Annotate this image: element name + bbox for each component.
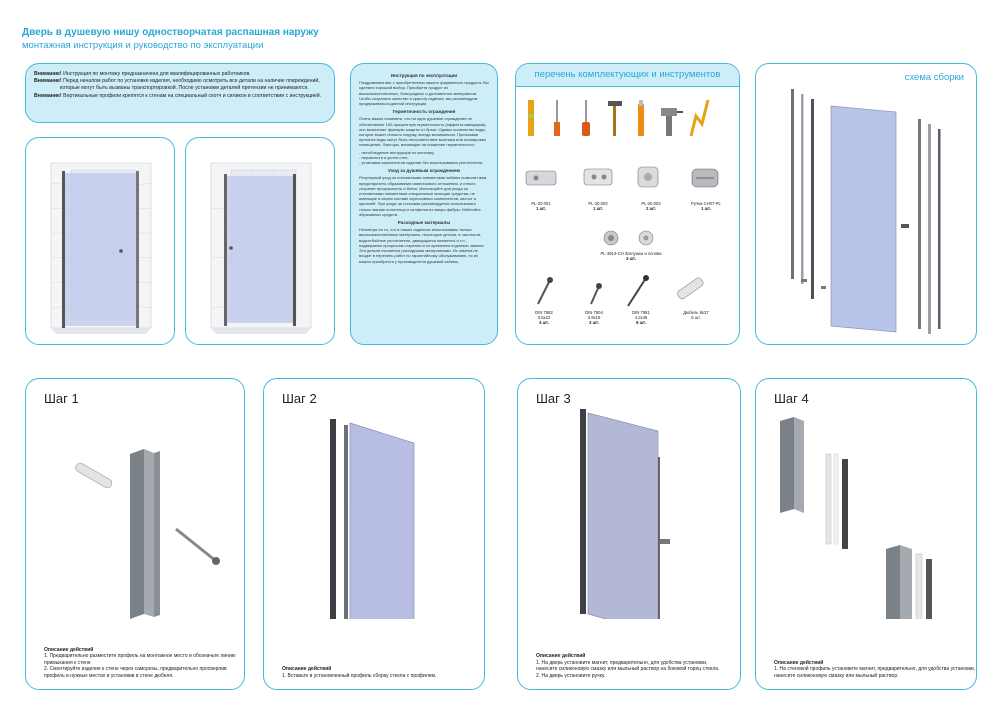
manual-section-title: Герметичность ограждения bbox=[392, 109, 456, 115]
hinge-plate-icon bbox=[584, 169, 612, 185]
exploded-view-diagram bbox=[756, 64, 977, 345]
part-label: PL-20.003 2 шт. bbox=[641, 201, 661, 211]
warning-item: Внимание! Вертикальные профили крепятся к стенам на специальный скотч и силикон в соответствии с инструкцией. bbox=[34, 92, 322, 99]
shower-cabin-icon bbox=[26, 138, 175, 345]
utility-knife-icon bbox=[638, 100, 644, 136]
components-title: перечень комплектующих и инструментов bbox=[516, 64, 739, 87]
manual-title: Инструкция по эксплуатации bbox=[390, 73, 458, 78]
handle-icon bbox=[901, 224, 909, 228]
assembly-scheme-card bbox=[755, 63, 977, 345]
screwdriver-icon bbox=[582, 100, 590, 136]
warning-card bbox=[25, 63, 335, 123]
shower-illustration-right bbox=[185, 137, 335, 345]
step-description: Описание действий 1. Вставьте в установленный профиль сборку стекла с профилем. bbox=[282, 666, 437, 679]
step-4-card bbox=[755, 378, 977, 690]
fittings-row bbox=[516, 159, 740, 199]
wall-profile-icon bbox=[130, 449, 160, 619]
manual-list-item: - установка компонентов изделия без использования уплотнителя. bbox=[359, 160, 484, 166]
dowel-icon bbox=[74, 462, 113, 490]
manual-section-text: Регулярный уход за стеклянными элементами кабины позволит вам предотвратить образование известкового отложения, и стекло сохранит прозрачность и блеск. Используйте для ухода за стеклянными элементами специальные моющие средства, не имеющие в своем составе агрессивных компонентов, кислот и щелочей. При уходе за стеклами рекомендуется использовать только мягкие полотенца и салфетки из микро-фибры. Избегайте абразивных средств. bbox=[359, 175, 487, 217]
screws-row bbox=[516, 274, 740, 310]
manual-intro: Поздравляем вас с приобретением нашего фирменного продукта. Вы сделали хороший выбор. Приобретя продукт из высококачественных, благородных и долговечных материалов. Чтобы сохранить качество и красоту изделия, мы рекомендуем придерживаться данной инструкции. bbox=[359, 80, 489, 107]
glass-door bbox=[588, 413, 658, 619]
hammer-icon bbox=[608, 101, 622, 136]
tools-row bbox=[516, 86, 740, 146]
hinge-bracket-icon bbox=[526, 171, 556, 185]
wall-profile-icon bbox=[780, 417, 804, 513]
manual-list-item: - несоблюдение инструкции по монтажу; bbox=[359, 149, 435, 155]
part-label: Дюбель 8х37 6 шт. bbox=[683, 310, 709, 320]
folding-rule-icon bbox=[691, 100, 708, 136]
warning-list bbox=[26, 64, 334, 107]
part-label: PL-20.002 1 шт. bbox=[588, 201, 608, 211]
manual-section-title: Уход за душевым ограждением bbox=[388, 168, 460, 174]
connector-icon bbox=[638, 167, 658, 187]
warning-item: Внимание! Перед началом работ по установке изделия, необходимо осмотреть все детали на наличие повреждений, bbox=[34, 78, 320, 85]
step-2-card bbox=[263, 378, 485, 690]
magnet-strip bbox=[842, 459, 848, 549]
step-4-illustration bbox=[756, 409, 977, 619]
doc-subtitle: монтажная инструкция и руководство по эксплуатации bbox=[22, 40, 264, 51]
step-description: Описание действий 1. На дверь установите магнит, предварительно, для удобства установки, нанесите силиконовую смазку или мыльный раствор на боковой торец стекла. 2. На дверь установите ручку. bbox=[536, 653, 720, 679]
seal-strip bbox=[826, 454, 831, 544]
components-card bbox=[515, 63, 740, 345]
profile-assembly bbox=[886, 545, 932, 619]
screw-icon bbox=[628, 275, 649, 306]
warning-item: Внимание! Инструкция по монтажу предназначена для квалифицированных работников. bbox=[34, 71, 251, 77]
part-label: DIN 7981 4.2х45 6 шт. bbox=[632, 310, 650, 325]
screwdriver-icon bbox=[554, 100, 560, 136]
care-manual-card bbox=[350, 63, 498, 345]
dowel-icon bbox=[676, 277, 704, 300]
screw-icon bbox=[538, 277, 553, 304]
wall-profile-icon bbox=[580, 409, 586, 614]
screw-icon bbox=[176, 529, 220, 565]
magnet-strip bbox=[658, 457, 660, 619]
doc-title: Дверь в душевую нишу одностворчатая распашная наружу bbox=[22, 27, 319, 38]
handle-icon bbox=[660, 539, 670, 544]
step-2-illustration bbox=[264, 409, 485, 619]
step-title: Шаг 3 bbox=[536, 391, 571, 406]
scheme-title: схема сборки bbox=[904, 72, 964, 83]
door-handle-icon bbox=[692, 169, 718, 187]
step-title: Шаг 1 bbox=[44, 391, 79, 406]
glass-panel bbox=[350, 423, 414, 619]
step-1-illustration bbox=[26, 409, 245, 619]
step-3-illustration bbox=[518, 409, 741, 619]
drill-icon bbox=[661, 108, 683, 136]
screw-icon bbox=[591, 283, 602, 304]
manual-section-title: Расходные материалы bbox=[397, 220, 451, 226]
step-description: Описание действий 1. Предварительно разместите профиль на монтажное место и обозначьте линию примыкания к стене 2. Смонтируйте изделие к стене через саморезы, предварительно просверлив профиль в нужных местах и установив в стене дюбеля. bbox=[44, 646, 236, 679]
part-label: PL-20.001 1 шт. bbox=[531, 201, 551, 211]
manual-list-item: - неровности и уклон стен; bbox=[359, 154, 409, 160]
manual-section-text: Очень важно понимать, что ни одно душевое ограждение не обеспечивает 100-процентную герметичность (эффекта аквариума), оно выполняет функцию защиты от брызг. Однако количество воды, которое может попасть наружу, всегда минимально. Причинами протечек воды могут быть несоответствие монтажа или планировки помещения. Факторы, влияющие на снижение герметичности: bbox=[359, 116, 487, 148]
step-title: Шаг 4 bbox=[774, 391, 809, 406]
part-label: DIN 7982 3.5х22 4 шт. bbox=[535, 310, 553, 325]
step-1-card bbox=[25, 378, 245, 690]
step-3-card bbox=[517, 378, 741, 690]
warning-item-cont: которые могут быть вызваны транспортировкой. После установки деталей претензии не принимаются. bbox=[60, 85, 309, 92]
shower-illustration-left bbox=[25, 137, 175, 345]
step-title: Шаг 2 bbox=[282, 391, 317, 406]
level-icon bbox=[528, 100, 534, 136]
manual-section-text: Несмотря на то, что в наших изделиях использованы только высококачественные материалы, некоторые детали, в частности, водоотбойные уплотнители, движущиеся элементы и т.п., подвержены процессам старения и со временем подлежат замене. Эти детали считаются расходными материалами. Их замена не входит в перечень работ по гарантийному обслуживанию, но их можно приобрести у производителя душевой кабины. bbox=[359, 227, 485, 264]
wall-profile-icon bbox=[330, 419, 336, 619]
shower-cabin-icon bbox=[186, 138, 335, 345]
part-label: PL-3913-CH Заглушка и основа 3 шт. bbox=[600, 251, 662, 261]
part-label: Ручка CH07-PL 1 шт. bbox=[691, 201, 721, 211]
part-label: DIN 7504 3.9х16 3 шт. bbox=[585, 310, 603, 325]
step-description: Описание действий 1. На стеновой профиль установите магнит, предварительно, для удобства установки, нанесите силиконовую смазку или мыльный раствор. bbox=[774, 659, 976, 679]
cap-and-base-icon bbox=[596, 226, 666, 250]
